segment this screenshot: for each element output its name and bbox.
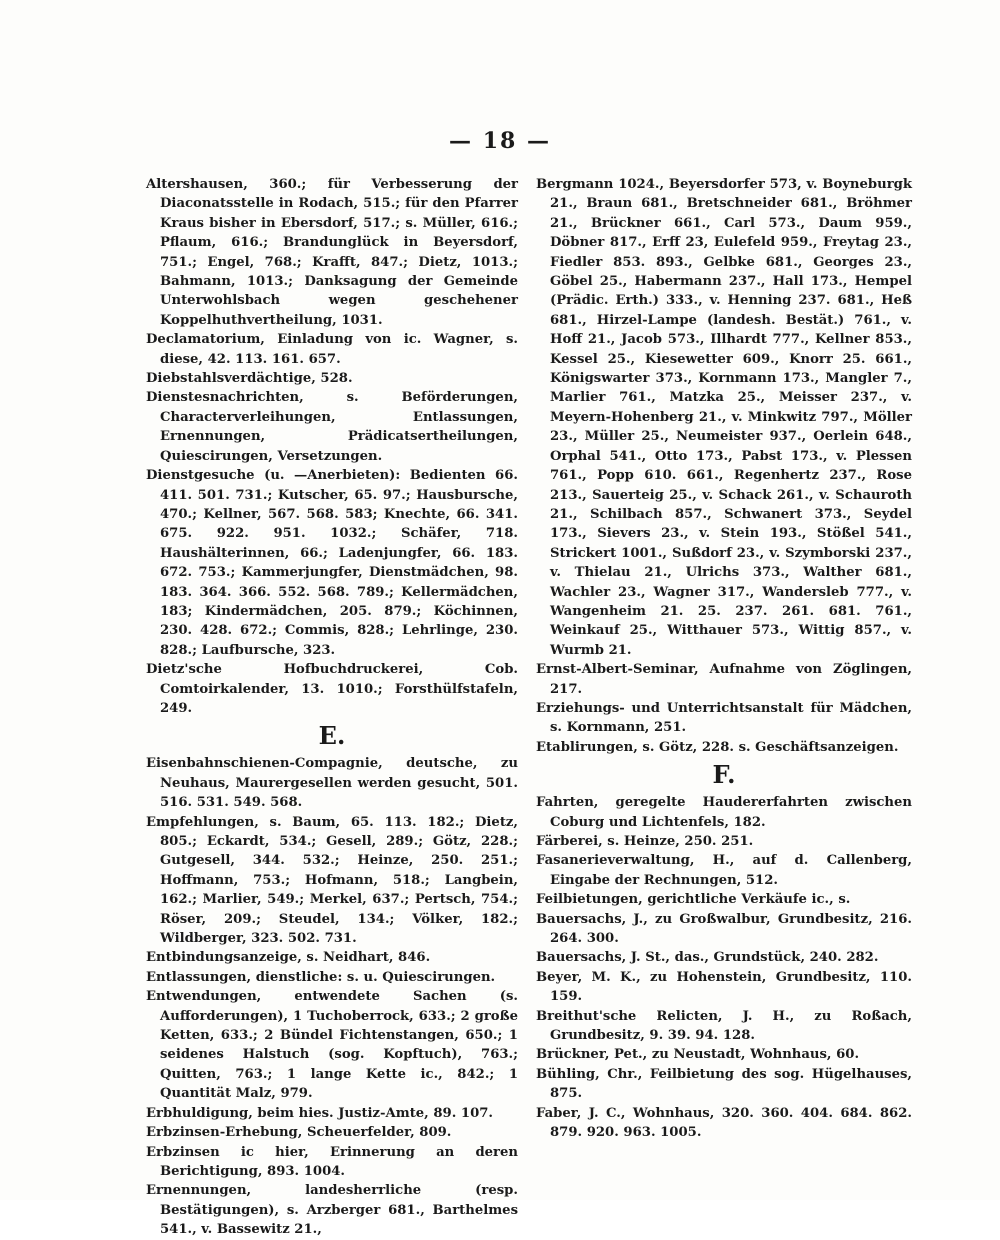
index-entry: Erbzinsen-Erhebung, Scheuerfelder, 809. (146, 1125, 452, 1141)
index-entry: Ernennungen, landesherrliche (resp. Bestätigungen), s. Arzberger 681., Barthelmes 541., v. Bassewitz 21., (146, 1183, 518, 1238)
index-entry: Dienstesnachrichten, s. Beförderungen, Characterverleihungen, Entlassungen, Ernennungen, Prädicatsertheilungen, Quiescirungen, Versetzungen. (146, 390, 518, 464)
index-entry: Ernst-Albert-Seminar, Aufnahme von Zöglingen, 217. (536, 662, 912, 697)
index-subentry: Beyer, M. K., zu Hohenstein, Grundbesitz, 110. 159. (536, 969, 912, 1005)
index-entry: Erbhuldigung, beim hies. Justiz-Amte, 89. 107. (146, 1105, 494, 1121)
index-subentry: Faber, J. C., Wohnhaus, 320. 360. 404. 684. 862. 879. 920. 963. 1005. (536, 1105, 912, 1141)
index-entry: Feilbietungen, gerichtliche Verkäufe ic., s. (536, 892, 851, 908)
index-entry: Diebstahlsverdächtige, 528. (146, 371, 353, 387)
index-entry: Färberei, s. Heinze, 250. 251. (536, 834, 754, 849)
index-entry: Dietz'sche Hofbuchdruckerei, Cob. Comtoirkalender, 13. 1010.; Forsthülfstafeln, 249. (146, 662, 518, 716)
right-column (536, 175, 912, 1143)
index-entry: Entbindungsanzeige, s. Neidhart, 846. (146, 950, 431, 966)
page-number: — 18 — (449, 128, 551, 154)
index-entry: Bergmann 1024., Beyersdorfer 573, v. Boyneburgk 21., Braun 681., Bretschneider 681., Bröhmer 21., Brückner 661., Carl 573., Daum 959., Döbner 817., Erff 23, Eulefeld 959., Freytag 23., Fiedler 853. 893., Gelbke 681., Georges 23., Göbel 25., Habermann 237., Hall 173., Hempel (Prädic. Erth.) 333., v. Henning 237. 681., Heß 681., Hirzel-Lampe (landesh. Bestät.) 761., v. Hoff 21., Jacob 573., Illhardt 777., Kellner 853., Kessel 25., Kiesewetter 609., Knorr 25. 661., Königswarter 373., Kornmann 173., Mangler 7., Marlier 761., Matzka 25., Meisser 237., v. Meyern-Hohenberg 21., v. Minkwitz 797., Möller 23., Müller 25., Neumeister 937., Oerlein 648., Orphal 541., Otto 173., Pabst 173., v. Plessen 761., Popp 610. 661., Regenhertz 237., Rose 213., Sauerteig 25., v. Schack 261., v. Schauroth 21., Schilbach 857., Schwanert 373., Seydel 173., Sievers 23., v. Stein 193., Stößel 541., Strickert 1001., Sußdorf 23., v. Szymborski 237., v. Thielau 21., Ulrichs 373., Walther 681., Wachler 23., Wagner 317., Wandersleb 777., v. Wangenheim 21. 25. 237. 261. 681. 761., Weinkauf 25., Witthauer 573., Wittig 857., v. Wurmb 21. (536, 177, 912, 658)
index-entry: Erziehungs- und Unterrichtsanstalt für Mädchen, s. Kornmann, 251. (536, 700, 912, 736)
index-entry: Fasanerieverwaltung, H., auf d. Callenberg, Eingabe der Rechnungen, 512. (536, 853, 912, 888)
index-entry: Empfehlungen, s. Baum, 65. 113. 182.; Dietz, 805.; Eckardt, 534.; Gesell, 289.; Götz, 228.; Gutgesell, 344. 532.; Heinze, 250. 251.; Hoffmann, 753.; Hofmann, 518.; Langbein, 162.; Marlier, 549.; Merkel, 637.; Pertsch, 754.; Röser, 209.; Steudel, 134.; Völker, 182.; Wildberger, 323. 502. 731. (146, 814, 518, 947)
index-entry: Erbzinsen ic hier, Erinnerung an deren Berichtigung, 893. 1004. (146, 1144, 518, 1179)
left-column (146, 175, 518, 1240)
index-subentry: Breithut'sche Relicten, J. H., zu Roßach, Grundbesitz, 9. 39. 94. 128. (536, 1008, 912, 1044)
index-subentry: Bauersachs, J. St., das., Grundstück, 240. 282. (536, 950, 879, 966)
section-letter-e: E. (318, 721, 346, 751)
index-subentry: Bühling, Chr., Feilbietung des sog. Hügelhauses, 875. (536, 1066, 912, 1102)
index-subentry: Brückner, Pet., zu Neustadt, Wohnhaus, 60. (536, 1047, 860, 1063)
index-entry: Dienstgesuche (u. —Anerbieten): Bedienten 66. 411. 501. 731.; Kutscher, 65. 97.; Hausbursche, 470.; Kellner, 567. 568. 583; Knechte, 66. 341. 675. 922. 951. 1032.; Schäfer, 718. Haushälterinnen, 66.; Ladenjungfer, 66. 183. 672. 753.; Kammerjungfer, Dienstmädchen, 98. 183. 364. 366. 552. 568. 789.; Kellermädchen, 183; Kindermädchen, 205. 879.; Köchinnen, 230. 428. 672.; Commis, 828.; Lehrlinge, 230. 828.; Laufbursche, 323. (146, 468, 518, 658)
section-letter-f: F. (712, 760, 736, 790)
index-entry: Etablirungen, s. Götz, 228. s. Geschäftsanzeigen. (536, 739, 899, 755)
index-entry: Fahrten, geregelte Haudererfahrten zwischen Coburg und Lichtenfels, 182. (536, 795, 912, 830)
index-subentry: Bauersachs, J., zu Großwalbur, Grundbesitz, 216. 264. 300. (536, 911, 912, 947)
index-entry: Eisenbahnschienen-Compagnie, deutsche, zu Neuhaus, Maurergesellen werden gesucht, 501. 516. 531. 549. 568. (146, 756, 518, 811)
index-entry: Entlassungen, dienstliche: s. u. Quiescirungen. (146, 969, 496, 985)
index-entry: Declamatorium, Einladung von ic. Wagner, s. diese, 42. 113. 161. 657. (146, 332, 518, 367)
index-entry: Entwendungen, entwendete Sachen (s. Aufforderungen), 1 Tuchoberrock, 633.; 2 große Ketten, 633.; 2 Bündel Fichtenstangen, 650.; 1 seidenes Halstuch (sog. Kopftuch), 763.; Quitten, 763.; 1 lange Kette ic., 842.; 1 Quantität Malz, 979. (146, 989, 518, 1102)
index-entry: Altershausen, 360.; für Verbesserung der Diaconatsstelle in Rodach, 515.; für den Pfarrer Kraus bisher in Ebersdorf, 517.; s. Müller, 616.; Pflaum, 616.; Brandunglück in Beyersdorf, 751.; Engel, 768.; Krafft, 847.; Dietz, 1013.; Bahmann, 1013.; Danksagung der Gemeinde Unterwohlsbach wegen geschehener Koppelhuthvertheilung, 1031. (146, 177, 518, 328)
